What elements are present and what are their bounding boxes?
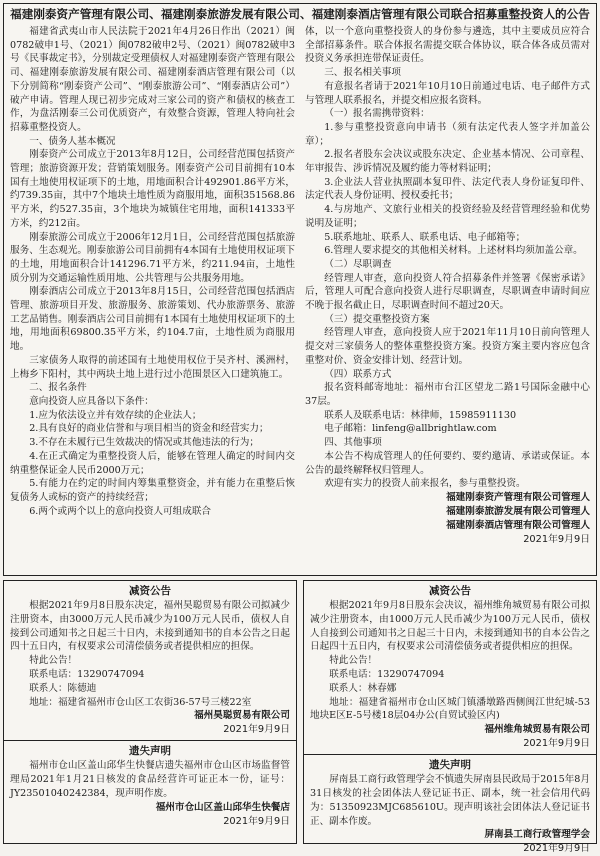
capital-reduction-title: 减资公告 [429,585,471,597]
paragraph: 5.联系地址、联系人、联系电话、电子邮箱等； [324,231,526,243]
paragraph: 1.参与重整投资意向申请书（须有法定代表人签字并加盖公章）； [305,121,590,147]
section-heading: （三）提交重整投资方案 [324,313,430,325]
right-column [305,25,590,547]
capital-reduction-body: 根据2021年9月8日股东决定，福州昊聪贸易有限公司拟减少注册资本，由3000万元人民币减少为100万元人民币，债权人自接到公司通知书之日起三十日内，未接到通知书的自本公告之日起四十五日内，有权要求公司清偿债务或者提供相应的担保。 [10,600,290,653]
company-signature: 福州昊聪贸易有限公司 [194,710,290,722]
paragraph: 体，以一个意向重整投资人的身份参与遴选，其中主要成员应符合全部招募条件。联合体报名需提交联合体协议，联合体各成员需对投资义务承担连带保证责任。 [305,26,590,65]
loss-company-signature: 福州市仓山区盖山邱华生快餐店 [155,801,290,813]
paragraph: 欢迎有实力的投资人前来报名，参与重整投资。 [324,478,526,490]
paragraph: 3.不存在未履行已生效裁决的情况或其他违法的行为； [29,437,259,449]
contact-phone: 联系电话：13290747094 [29,668,145,680]
capital-reduction-body: 根据2021年9月8日股东会决议，福州维角城贸易有限公司拟减少注册资本，由1000万元人民币减少为100万元人民币，债权人自接到公司通知书之日起三十日内，未接到通知书的自本公告之日起四十五日内，有权要求公司清偿债务或者提供相应的担保。 [310,600,590,653]
contact-address: 地址：福建省福州市仓山区工农街36-57号三楼22室 [29,696,252,708]
notice-closing: 特此公告！ [329,655,378,667]
loss-statement-body: 屏南县工商行政管理学会不慎遗失屏南县民政局于2015年8月31日核发的社会团体法人登记证书正、副本，统一社会信用代码为：51350923MJC685610U。现声明该社会团体法人登记证书正、副本作废。 [310,774,590,827]
left-column [10,25,295,547]
paragraph: 4.在正式确定为重整投资人后，能够在管理人确定的时间内交纳重整保证金人民币2000万元； [10,450,295,476]
paragraph: 2.具有良好的商业信誉和与项目相当的资金和经营实力； [29,423,269,435]
section-heading: 三、报名相关事项 [324,67,401,79]
paragraph: 本公告不构成管理人的任何要约、要约邀请、承诺或保证。本公告的最终解释权归管理人。 [305,450,590,476]
paragraph: 刚泰资产公司成立于2013年8月12日，公司经营范围包括资产管理；旅游资源开发；营销策划服务。刚泰资产公司目前拥有10本国有土地使用权证项下的土地，用地面积合计492901.86平方米，约739.35亩，其中7个地块土地性质为商服用地，面积351568.86平方米，约527.35亩，3个地块为城镇住宅用地，面积141333平方米，约212亩。 [10,149,295,229]
announcement-title: 福建刚泰资产管理有限公司、福建刚泰旅游发展有限公司、福建刚泰酒店管理有限公司联合招募重整投资人的公告 [10,7,590,21]
paragraph: 三家债务人取得的前述国有土地使用权位于吴齐村、溪洲村，上梅乡下阳村，其中两块土地上进行过小范围景区入口建筑施工。 [10,354,295,380]
section-heading: （一）报名需携带资料： [324,108,430,120]
paragraph: 刚泰旅游公司成立于2006年12月1日，公司经营范围包括旅游服务、生态观光。刚泰旅游公司目前拥有4本国有土地使用权证项下的土地，用地面积合计141296.71平方米，约211.94亩，土地性质分别为交通运输性质用地、公共管理与公共服务用地。 [10,231,295,284]
paragraph: 2.报名者股东会决议或股东决定、企业基本情况、公司章程、年审报告、涉诉情况及履约能力等材料证明； [305,149,590,175]
paragraph: 5.有能力在约定的时间内筹集重整资金，并有能力在重整后恢复债务人或标的资产的持续经营； [10,478,295,503]
main-announcement [3,3,597,576]
paragraph: 有意报名者请于2021年10月10日前通过电话、电子邮件方式与管理人联系报名，并提交相应报名资料。 [305,80,590,106]
loss-statement-body: 福州市仓山区盖山邱华生快餐店遗失福州市仓山区市场监督管理局2021年1月21日核发的食品经营许可证正本一份，证号：JY23501040242384，现声明作废。 [10,760,290,799]
contact-phone: 联系电话：13290747094 [329,668,445,680]
paragraph: 电子邮箱：linfeng@allbrightlaw.com [324,423,497,435]
loss-statement-title: 遗失声明 [429,759,471,772]
paragraph: 经管理人审查，意向投资人符合招募条件并签署《保密承诺》后，管理人可配合意向投资人进行尽职调查，尽职调查申请时间应不晚于报名截止日，尽职调查时间不超过20天。 [305,272,590,312]
signature-1: 福建刚泰资产管理有限公司管理人 [446,491,590,503]
paragraph: 报名资料邮寄地址：福州市台江区望龙二路1号国际金融中心37层。 [305,382,590,407]
signature-3: 福建刚泰酒店管理有限公司管理人 [446,519,590,531]
paragraph: 6.管理人要求提交的其他相关材料。上述材料均须加盖公章。 [324,245,583,257]
signature-block [305,491,590,547]
section-heading: 一、债务人基本概况 [29,135,116,147]
section-heading: 意向投资人应具备以下条件： [29,395,154,407]
left-notice-box [3,580,297,844]
paragraph: 1.应为依法设立并有效存续的企业法人； [29,409,202,421]
announcement-date: 2021年9月9日 [523,533,590,545]
notice-date: 2021年9月9日 [223,724,290,736]
section-divider [304,754,596,755]
loss-date: 2021年9月9日 [523,843,590,855]
loss-company-signature: 屏南县工商行政管理学会 [484,829,590,841]
paragraph: 福建省武夷山市人民法院于2021年4月26日作出（2021）闽0782破申1号、（2021）闽0782破申2号、（2021）闽0782破申3号《民事裁定书》，分别裁定受理债权人对福建刚泰资产管理有限公司、福建刚泰旅游发展有限公司、福建刚泰酒店管理有限公司（以下分别简称“刚泰资产公司”、“刚泰旅游公司”、“刚泰酒店公司”）破产申请。管理人现已初步完成对三家公司的资产和债权的核查工作，为盘活刚泰三公司优质资产，有效整合资源，管理人特向社会招募重整投资人。 [10,26,295,133]
notice-date: 2021年9月9日 [523,738,590,750]
contact-address: 地址：福建省福州市仓山区城门镇潘墩路西侧闽江世纪城-53地块E区E-5号楼18层04办公(自贸试验区内) [310,696,590,722]
loss-date: 2021年9月9日 [223,815,290,827]
section-divider [4,740,296,741]
right-notice-box [303,580,597,855]
paragraph: 联系人及联系电话：林律师，15985911130 [324,409,517,421]
section-heading: （四）联系方式 [324,368,392,380]
contact-person: 联系人：陈德迪 [29,682,97,694]
paragraph: 3.企业法人营业执照副本复印件、法定代表人身份证复印件、法定代表人身份证明、授权委托书； [305,176,590,202]
notice-closing: 特此公告！ [29,655,78,667]
paragraph: 6.两个或两个以上的意向投资人可组成联合 [29,505,212,517]
right-column-text [305,25,590,491]
signature-2: 福建刚泰旅游发展有限公司管理人 [446,505,590,517]
paragraph: 4.与房地产、文旅行业相关的投资经验及经营管理经验和优势说明及证明； [305,204,590,229]
section-heading: 四、其他事项 [324,437,382,449]
section-heading: （二）尽职调查 [324,258,392,270]
capital-reduction-title: 减资公告 [129,585,171,597]
company-signature: 福州维角城贸易有限公司 [484,724,590,736]
section-heading: 二、报名条件 [29,382,87,394]
contact-person: 联系人：林春娜 [329,682,397,694]
loss-statement-title: 遗失声明 [129,745,171,758]
announcement-columns [10,25,590,547]
paragraph: 经管理人审查，意向投资人应于2021年11月10日前向管理人提交对三家债务人的整体重整投资方案。投资方案主要内容应包含重整对价、资金安排计划、经营计划。 [305,327,590,366]
paragraph: 刚泰酒店公司成立于2013年8月15日，公司经营范围包括酒店管理、旅游项目开发、旅游服务、旅游策划、代办旅游票务、旅游工艺品销售。刚泰酒店公司目前拥有1本国有土地使用权证项下的土地，用地面积69800.35平方米，约104.7亩，土地性质为商服用地。 [10,286,295,353]
